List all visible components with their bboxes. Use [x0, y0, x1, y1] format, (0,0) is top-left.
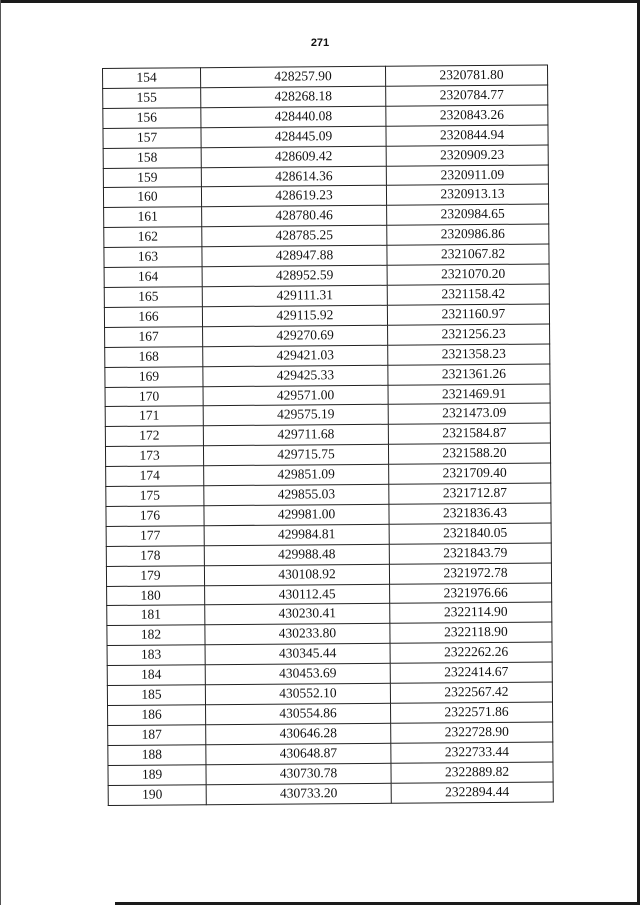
x-coordinate-cell: 430552.10	[205, 683, 390, 704]
y-coordinate-cell: 2321473.09	[388, 403, 550, 424]
x-coordinate-cell: 429270.69	[203, 325, 388, 346]
point-number-cell: 172	[105, 426, 203, 447]
y-coordinate-cell: 2322889.82	[391, 762, 553, 783]
y-coordinate-cell: 2322262.26	[390, 642, 552, 663]
table-row	[103, 125, 548, 148]
y-coordinate-cell: 2322118.90	[390, 622, 552, 643]
y-coordinate-cell: 2320844.94	[386, 125, 548, 146]
table-row	[104, 264, 549, 287]
x-coordinate-cell: 429981.00	[204, 504, 389, 525]
point-number-cell: 154	[103, 68, 201, 89]
y-coordinate-cell: 2320843.26	[386, 105, 548, 126]
point-number-cell: 159	[103, 167, 201, 188]
x-coordinate-cell: 430345.44	[205, 644, 390, 665]
y-coordinate-cell: 2321067.82	[387, 244, 549, 265]
x-coordinate-cell: 430730.78	[206, 763, 391, 784]
y-coordinate-cell: 2320911.09	[386, 165, 548, 186]
x-coordinate-cell: 430646.28	[206, 723, 391, 744]
y-coordinate-cell: 2321584.87	[388, 423, 550, 444]
y-coordinate-cell: 2321160.97	[387, 304, 549, 325]
point-number-cell: 160	[103, 187, 201, 208]
table-row	[107, 682, 552, 705]
x-coordinate-cell: 429855.03	[204, 484, 389, 505]
table-row	[105, 443, 550, 466]
table-row	[106, 463, 551, 486]
y-coordinate-cell: 2320781.80	[385, 65, 547, 86]
table-row	[103, 85, 548, 108]
coordinate-table	[102, 64, 554, 805]
y-coordinate-cell: 2320913.13	[386, 184, 548, 205]
table-row	[107, 642, 552, 665]
x-coordinate-cell: 429425.33	[203, 365, 388, 386]
x-coordinate-cell: 428785.25	[202, 226, 387, 247]
point-number-cell: 188	[108, 745, 206, 766]
y-coordinate-cell: 2321256.23	[388, 324, 550, 345]
x-coordinate-cell: 429711.68	[203, 425, 388, 446]
table-row	[108, 702, 553, 725]
point-number-cell: 165	[104, 287, 202, 308]
point-number-cell: 175	[106, 486, 204, 507]
table-row	[103, 105, 548, 128]
table-row	[105, 344, 550, 367]
x-coordinate-cell: 429421.03	[203, 345, 388, 366]
table-row	[106, 483, 551, 506]
y-coordinate-cell: 2322571.86	[390, 702, 552, 723]
point-number-cell: 162	[104, 227, 202, 248]
point-number-cell: 189	[108, 764, 206, 785]
coordinate-table-body	[103, 65, 554, 805]
y-coordinate-cell: 2322733.44	[391, 742, 553, 763]
y-coordinate-cell: 2321712.87	[389, 483, 551, 504]
x-coordinate-cell: 428445.09	[201, 126, 386, 147]
x-coordinate-cell: 428614.36	[201, 166, 386, 187]
x-coordinate-cell: 428440.08	[201, 106, 386, 127]
table-row	[107, 583, 552, 606]
x-coordinate-cell: 430112.45	[205, 584, 390, 605]
x-coordinate-cell: 430733.20	[206, 783, 391, 804]
y-coordinate-cell: 2322567.42	[390, 682, 552, 703]
x-coordinate-cell: 429984.81	[204, 524, 389, 545]
table-row	[108, 782, 553, 805]
y-coordinate-cell: 2321469.91	[388, 383, 550, 404]
x-coordinate-cell: 429571.00	[203, 385, 388, 406]
point-number-cell: 171	[105, 406, 203, 427]
point-number-cell: 179	[106, 565, 204, 586]
point-number-cell: 156	[103, 108, 201, 129]
y-coordinate-cell: 2322114.90	[390, 602, 552, 623]
scan-edge-top	[0, 0, 640, 3]
y-coordinate-cell: 2320784.77	[386, 85, 548, 106]
table-row	[104, 284, 549, 307]
y-coordinate-cell: 2321070.20	[387, 264, 549, 285]
x-coordinate-cell: 429115.92	[202, 305, 387, 326]
point-number-cell: 166	[104, 307, 202, 328]
x-coordinate-cell: 428257.90	[201, 66, 386, 87]
table-row	[104, 204, 549, 227]
point-number-cell: 157	[103, 127, 201, 148]
table-row	[108, 762, 553, 785]
table-row	[105, 403, 550, 426]
table-row	[104, 224, 549, 247]
y-coordinate-cell: 2322728.90	[391, 722, 553, 743]
y-coordinate-cell: 2321358.23	[388, 344, 550, 365]
y-coordinate-cell: 2321709.40	[389, 463, 551, 484]
y-coordinate-cell: 2321361.26	[388, 364, 550, 385]
table-row	[105, 423, 550, 446]
point-number-cell: 169	[105, 366, 203, 387]
table-row	[106, 503, 551, 526]
x-coordinate-cell: 430233.80	[205, 624, 390, 645]
point-number-cell: 185	[107, 685, 205, 706]
x-coordinate-cell: 428780.46	[202, 206, 387, 227]
y-coordinate-cell: 2320909.23	[386, 145, 548, 166]
x-coordinate-cell: 428952.59	[202, 265, 387, 286]
point-number-cell: 161	[104, 207, 202, 228]
y-coordinate-cell: 2322414.67	[390, 662, 552, 683]
point-number-cell: 180	[107, 585, 205, 606]
y-coordinate-cell: 2320984.65	[387, 204, 549, 225]
y-coordinate-cell: 2320986.86	[387, 224, 549, 245]
x-coordinate-cell: 429851.09	[204, 464, 389, 485]
y-coordinate-cell: 2321840.05	[389, 523, 551, 544]
table-row	[103, 165, 548, 188]
table-row	[107, 622, 552, 645]
point-number-cell: 173	[105, 446, 203, 467]
table-row	[105, 324, 550, 347]
x-coordinate-cell: 428947.88	[202, 245, 387, 266]
point-number-cell: 178	[106, 545, 204, 566]
table-row	[104, 304, 549, 327]
point-number-cell: 183	[107, 645, 205, 666]
table-row	[103, 145, 548, 168]
table-row	[106, 563, 551, 586]
x-coordinate-cell: 429715.75	[203, 444, 388, 465]
table-row	[106, 543, 551, 566]
page-number: 271	[310, 37, 330, 49]
point-number-cell: 177	[106, 526, 204, 547]
scan-edge-left	[0, 0, 1, 905]
x-coordinate-cell: 430108.92	[204, 564, 389, 585]
x-coordinate-cell: 428609.42	[201, 146, 386, 167]
y-coordinate-cell: 2321588.20	[388, 443, 550, 464]
point-number-cell: 182	[107, 625, 205, 646]
point-number-cell: 190	[108, 784, 206, 805]
point-number-cell: 187	[108, 725, 206, 746]
point-number-cell: 164	[104, 267, 202, 288]
table-row	[104, 244, 549, 267]
table-row	[105, 364, 550, 387]
point-number-cell: 163	[104, 247, 202, 268]
x-coordinate-cell: 429111.31	[202, 285, 387, 306]
point-number-cell: 184	[107, 665, 205, 686]
point-number-cell: 167	[105, 326, 203, 347]
table-row	[105, 383, 550, 406]
table-row	[108, 742, 553, 765]
point-number-cell: 170	[105, 386, 203, 407]
point-number-cell: 158	[103, 147, 201, 168]
point-number-cell: 155	[103, 88, 201, 109]
table-row	[103, 65, 548, 88]
point-number-cell: 181	[107, 605, 205, 626]
x-coordinate-cell: 429988.48	[204, 544, 389, 565]
table-row	[107, 602, 552, 625]
y-coordinate-cell: 2322894.44	[391, 782, 553, 803]
x-coordinate-cell: 430453.69	[205, 663, 390, 684]
point-number-cell: 168	[105, 346, 203, 367]
table-row	[108, 722, 553, 745]
table-row	[107, 662, 552, 685]
x-coordinate-cell: 429575.19	[203, 405, 388, 426]
point-number-cell: 176	[106, 506, 204, 527]
x-coordinate-cell: 430648.87	[206, 743, 391, 764]
point-number-cell: 186	[108, 705, 206, 726]
x-coordinate-cell: 430554.86	[206, 703, 391, 724]
x-coordinate-cell: 428619.23	[201, 186, 386, 207]
x-coordinate-cell: 428268.18	[201, 86, 386, 107]
point-number-cell: 174	[106, 466, 204, 487]
table-row	[103, 184, 548, 207]
y-coordinate-cell: 2321976.66	[390, 583, 552, 604]
y-coordinate-cell: 2321158.42	[387, 284, 549, 305]
y-coordinate-cell: 2321972.78	[389, 563, 551, 584]
table-row	[106, 523, 551, 546]
y-coordinate-cell: 2321836.43	[389, 503, 551, 524]
x-coordinate-cell: 430230.41	[205, 604, 390, 625]
y-coordinate-cell: 2321843.79	[389, 543, 551, 564]
